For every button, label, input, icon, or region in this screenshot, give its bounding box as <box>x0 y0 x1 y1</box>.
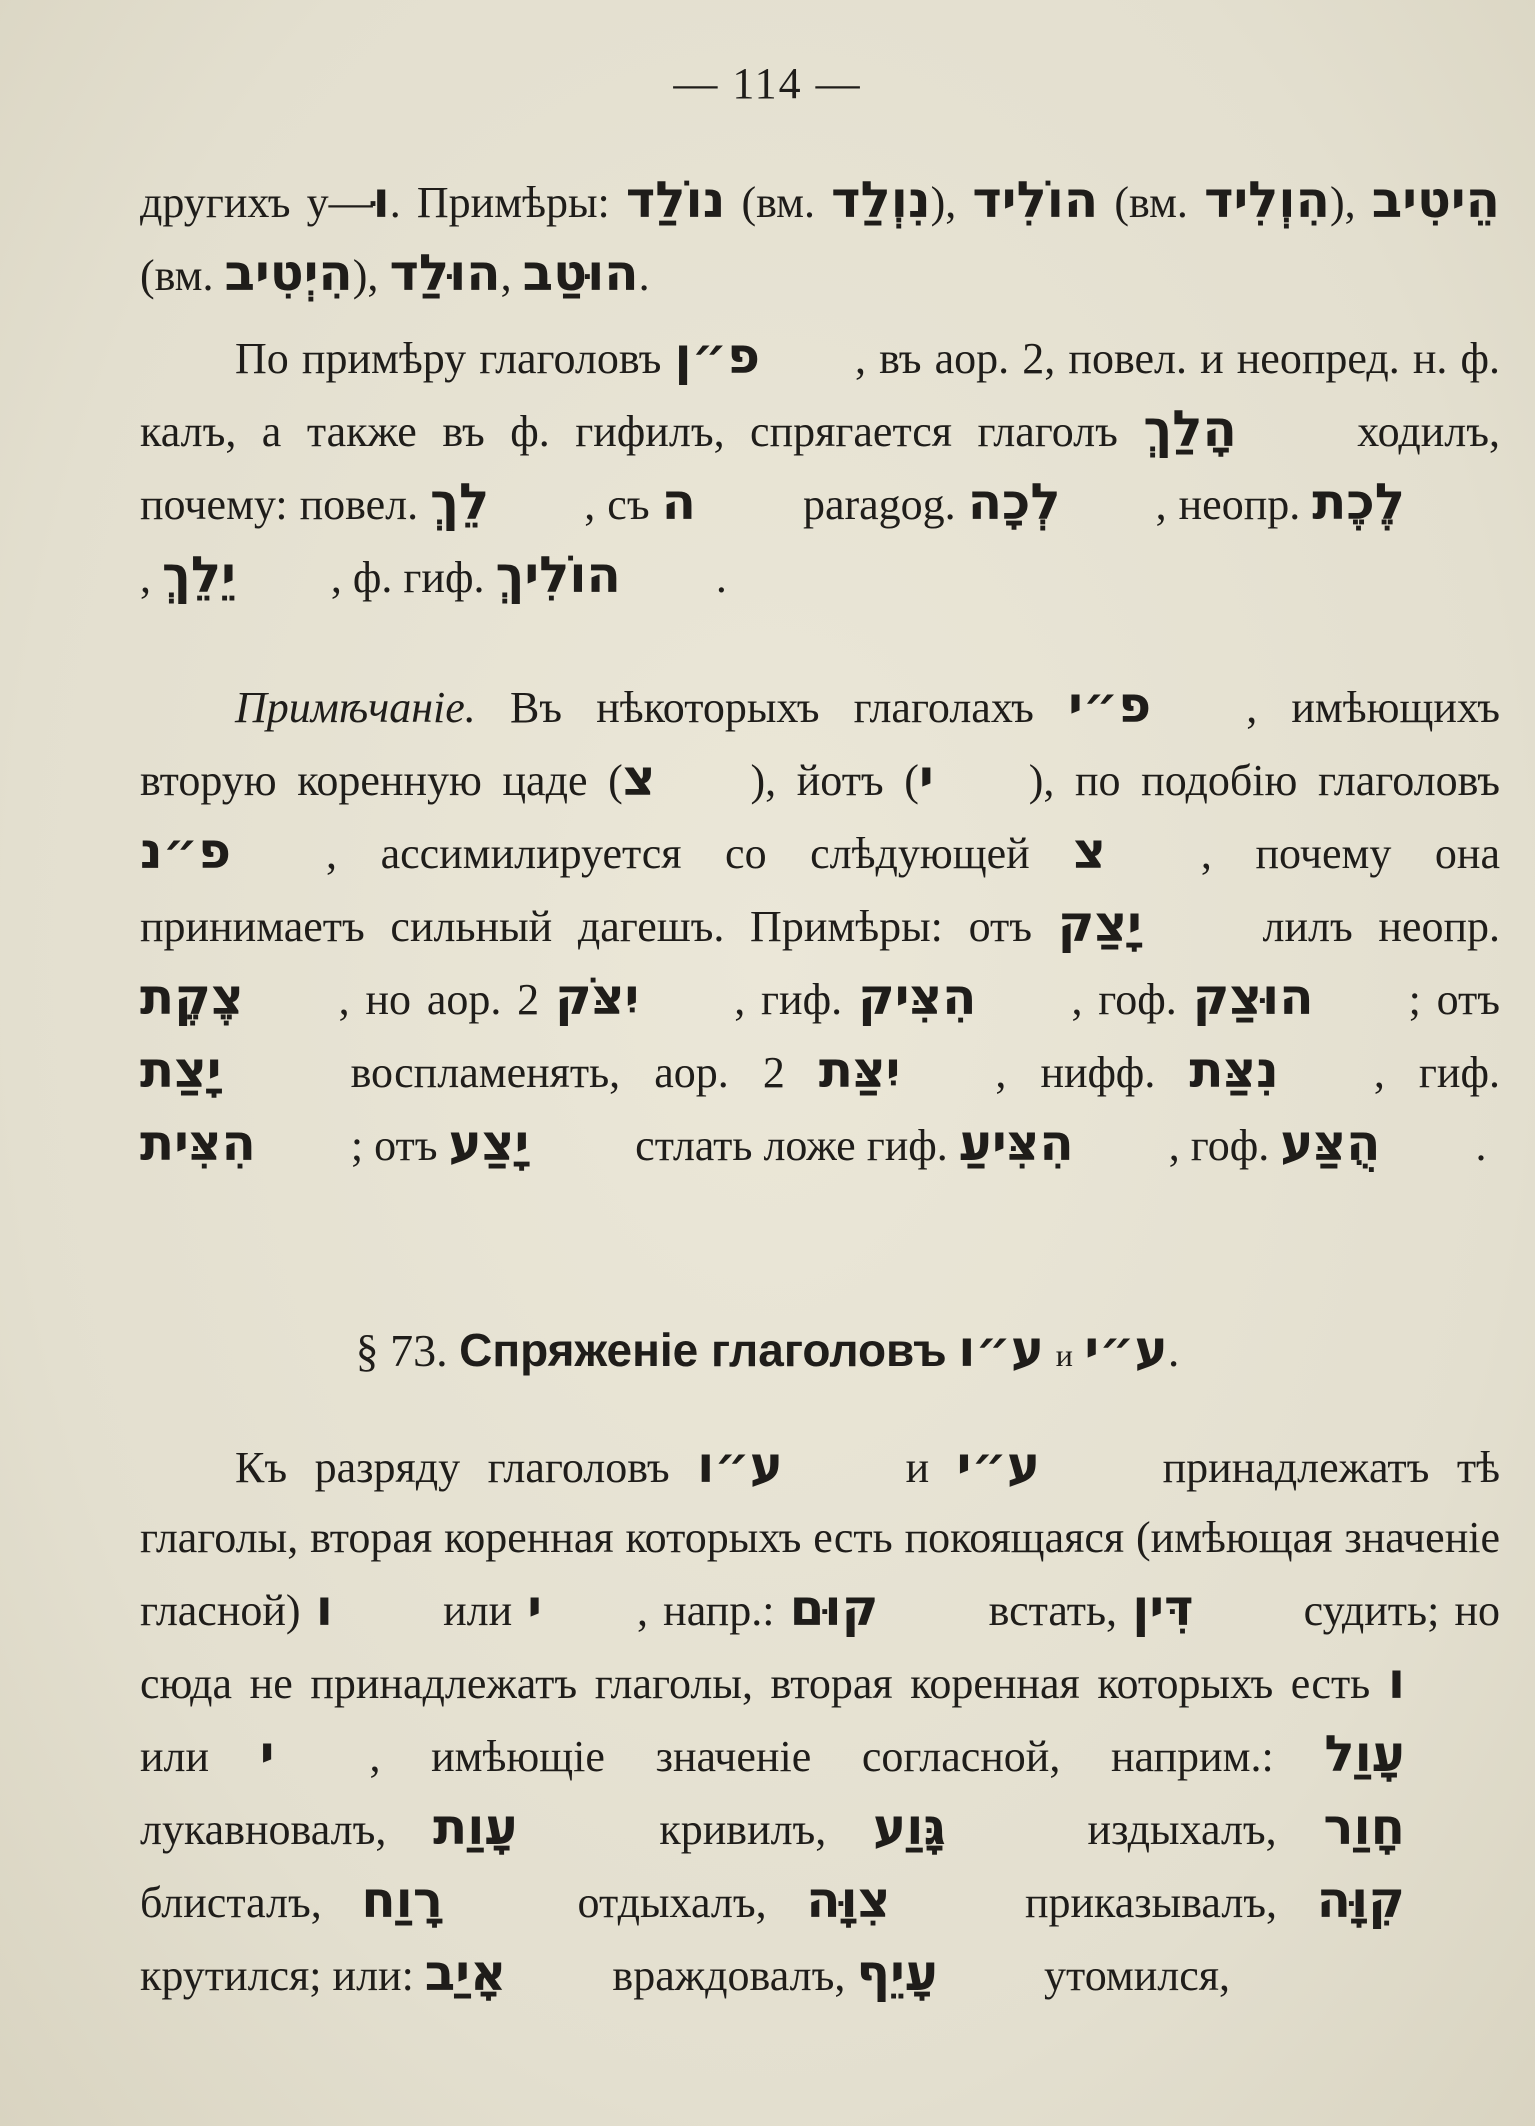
hebrew-word: ע״י <box>956 1436 1041 1494</box>
text-span: , <box>500 251 523 300</box>
text-span: (вм. <box>1098 178 1205 227</box>
text-span: , ассимилируется со слѣдующей <box>326 829 1074 878</box>
hebrew-word: יִצַּת <box>818 1041 901 1099</box>
text-span: , почему она принимаетъ сильный дагешъ. Примѣры: отъ <box>140 829 1500 951</box>
text-span: ), <box>352 251 390 300</box>
text-span: , <box>140 553 162 602</box>
hebrew-word: רָוַח <box>361 1871 443 1929</box>
hebrew-word: עָוַת <box>433 1798 518 1856</box>
hebrew-word: ו <box>315 1579 333 1637</box>
hebrew-word: לֵךְ <box>430 473 490 531</box>
text-span: воспламенять, аор. 2 <box>316 1048 819 1097</box>
text-span: (вм. <box>725 178 832 227</box>
text-span: По примѣру глаголовъ <box>235 334 675 383</box>
text-span: . <box>715 553 727 602</box>
text-span: и <box>878 1443 957 1492</box>
text-span: . <box>1167 1325 1180 1376</box>
hebrew-word: הוּטַב <box>522 244 639 302</box>
hebrew-word: י <box>527 1579 543 1637</box>
hebrew-word: הִיְטִיב <box>224 244 353 302</box>
text-span: утомился, <box>1033 1951 1230 2000</box>
hebrew-word: פ״י <box>1068 676 1152 734</box>
hebrew-word: לְכָה <box>967 473 1061 531</box>
text-span: (вм. <box>140 251 225 300</box>
text-span: блисталъ, <box>140 1878 362 1927</box>
hebrew-word: הוֹלִיךְ <box>495 546 621 604</box>
text-span: . <box>638 251 650 300</box>
text-span: , гиф. <box>1373 1048 1500 1097</box>
hebrew-word: הָלַךְ <box>1143 400 1237 458</box>
text-span: ходилъ, почему: повел. <box>140 407 1500 529</box>
hebrew-word: הוֹלִיד <box>972 171 1099 229</box>
note-label: Примѣчаніе. <box>235 683 476 732</box>
text-span: ; отъ <box>350 1121 449 1170</box>
text-span: крутился; или: <box>140 1951 425 2000</box>
hebrew-word: ע״ו <box>958 1320 1045 1378</box>
hebrew-word: פ״נ <box>140 822 232 880</box>
text-span: , напр.: <box>637 1586 790 1635</box>
hebrew-word: קִוָּה <box>1316 1871 1405 1929</box>
hebrew-word: צ <box>622 749 656 807</box>
hebrew-word: הִצִּית <box>140 1114 256 1172</box>
text-span: встать, <box>973 1586 1133 1635</box>
hebrew-word: גָּוַע <box>873 1798 946 1856</box>
hebrew-word: ע״ו <box>697 1436 784 1494</box>
hebrew-word: ו <box>1387 1652 1405 1710</box>
hebrew-word: נִוְלַד <box>831 171 931 229</box>
text-span: ), по подобію глаголовъ <box>1028 756 1500 805</box>
hebrew-word: הוּלַד <box>389 244 501 302</box>
section-heading <box>0 1320 1535 1378</box>
hebrew-word: עָוַל <box>1324 1725 1405 1783</box>
text-span: или <box>427 1586 528 1635</box>
text-span: судить; но сюда не принадлежатъ глаголы, вторая коренная которыхъ есть <box>140 1586 1500 1708</box>
text-span: , съ <box>584 480 662 529</box>
hebrew-word: פ״ן <box>674 327 760 385</box>
hebrew-word: הוּצַק <box>1192 968 1314 1026</box>
text-span: , неопр. <box>1155 480 1313 529</box>
text-span: ; отъ <box>1408 975 1501 1024</box>
text-span: , гоф. <box>1071 975 1193 1024</box>
hebrew-word: אָיַב <box>424 1944 507 2002</box>
hebrew-word: י <box>259 1725 275 1783</box>
text-span: ), йотъ ( <box>750 756 919 805</box>
text-span: , но аор. 2 <box>338 975 555 1024</box>
bottom-text-block <box>140 1430 1500 2011</box>
text-span: лилъ неопр. <box>1236 902 1500 951</box>
section-title: Спряженіе глаголовъ <box>459 1324 947 1376</box>
hebrew-word: ע״י <box>1084 1320 1168 1378</box>
text-span: издыхалъ, <box>1040 1805 1324 1854</box>
hebrew-word: חָוַר <box>1323 1798 1405 1856</box>
text-span: или <box>140 1732 260 1781</box>
text-span: , нифф. <box>995 1048 1190 1097</box>
text-span: стлать ложе гиф. <box>624 1121 959 1170</box>
text-span: кривилъ, <box>612 1805 873 1854</box>
text-span: . Примѣры: <box>389 178 626 227</box>
text-span: приказывалъ, <box>985 1878 1317 1927</box>
hebrew-word: קוּם <box>789 1579 879 1637</box>
hebrew-word: ה <box>661 473 696 531</box>
text-span: принадлежатъ тѣ глаголы, вторая коренная которыхъ есть покоящаяся (имѣющая значеніе гласной) <box>140 1443 1501 1635</box>
hebrew-word: לֶכֶת <box>1312 473 1406 531</box>
conjunction: и <box>1055 1337 1073 1373</box>
hebrew-word: וּ <box>372 171 390 229</box>
text-span: враждовалъ, <box>601 1951 857 2000</box>
text-span: , имѣющіе значеніе согласной, наприм.: <box>369 1732 1325 1781</box>
text-span: Къ разряду глаголовъ <box>235 1443 698 1492</box>
text-span: лукавновалъ, <box>140 1805 434 1854</box>
hebrew-word: עָיֵף <box>856 1944 939 2002</box>
text-span: другихъ у— <box>140 178 373 227</box>
paragraph-1 <box>140 165 1500 311</box>
hebrew-word: נִצַּת <box>1189 1041 1279 1099</box>
hebrew-word: יִצֹּק <box>555 968 640 1026</box>
text-span: , гиф. <box>734 975 858 1024</box>
paragraph-3 <box>140 1430 1500 2011</box>
text-span: отдыхалъ, <box>537 1878 807 1927</box>
hebrew-word: צ <box>1073 822 1106 880</box>
hebrew-word: יָצַת <box>140 1041 222 1099</box>
text-span: ), <box>1329 178 1372 227</box>
hebrew-word: יָצַע <box>448 1114 530 1172</box>
hebrew-word: י <box>918 749 934 807</box>
text-span: , въ аор. 2, повел. и неопред. н. ф. калъ, а также въ ф. гифилъ, спрягается глаголъ <box>140 334 1500 456</box>
hebrew-word: הִוְלִיד <box>1204 171 1330 229</box>
text-span: . <box>1475 1121 1487 1170</box>
hebrew-word: הִצִּיק <box>857 968 977 1026</box>
text-span: paragog. <box>790 480 968 529</box>
hebrew-word: הֵיטִיב <box>1371 171 1500 229</box>
hebrew-word: דִּין <box>1132 1579 1194 1637</box>
hebrew-word: נוֹלַד <box>625 171 726 229</box>
text-span: Въ нѣкоторыхъ глаголахъ <box>475 683 1069 732</box>
hebrew-word: יָצַק <box>1057 895 1142 953</box>
top-text-block <box>140 165 1500 613</box>
text-span: , гоф. <box>1168 1121 1281 1170</box>
paragraph-2 <box>140 321 1500 613</box>
text-span: , имѣющихъ вторую коренную цаде ( <box>140 683 1501 805</box>
text-span: ), <box>930 178 973 227</box>
note-block <box>140 670 1500 1181</box>
hebrew-word: יֵלֵךְ <box>162 546 236 604</box>
hebrew-word: צִוָּה <box>806 1871 891 1929</box>
note-paragraph <box>140 670 1500 1181</box>
section-number: § 73. <box>355 1325 448 1376</box>
text-span: , ф. гиф. <box>330 553 496 602</box>
hebrew-word: הִצִּיעַ <box>958 1114 1074 1172</box>
hebrew-word: הֻצַּע <box>1280 1114 1381 1172</box>
hebrew-word: צֶקֶת <box>140 968 244 1026</box>
page-number: — 114 — <box>673 59 862 108</box>
